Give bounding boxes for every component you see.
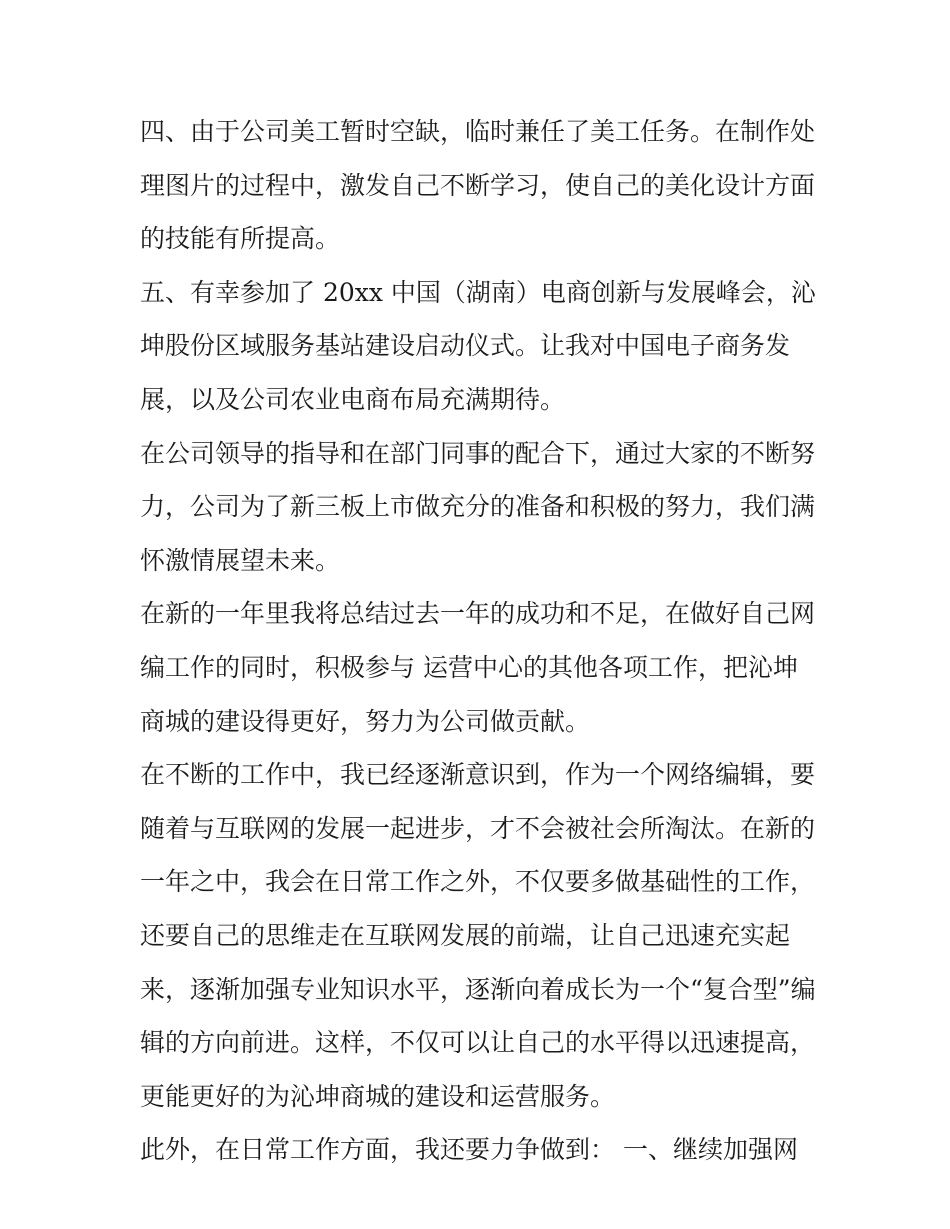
text-line: 还要自己的思维走在互联网发展的前端，让自己迅速充实起 [140,920,791,950]
text-line: 五、有幸参加了 20xx 中国（湖南）电商创新与发展峰会，沁 [140,277,816,307]
text-line: 的技能有所提高。 [140,224,341,254]
text-line: 商城的建设得更好，努力为公司做贡献。 [140,706,591,736]
text-line: 来，逐渐加强专业知识水平，逐渐向着成长为一个“复合型”编 [140,974,816,1004]
text-line: 四、由于公司美工暂时空缺，临时兼任了美工任务。在制作处 [140,117,816,146]
text-line: 力，公司为了新三板上市做充分的准备和积极的努力，我们满 [140,492,816,522]
text-line: 此外，在日常工作方面，我还要力争做到： 一、继续加强网 [140,1135,798,1165]
text-line: 怀激情展望未来。 [140,545,341,575]
text-line: 编工作的同时，积极参与 运营中心的其他各项工作，把沁坤 [140,652,798,682]
text-line: 辑的方向前进。这样，不仅可以让自己的水平得以迅速提高， [140,1028,816,1058]
text-line: 随着与互联网的发展一起进步，才不会被社会所淘汰。在新的 [140,813,816,843]
text-line: 理图片的过程中，激发自己不断学习，使自己的美化设计方面 [140,170,816,200]
text-line: 在不断的工作中，我已经逐渐意识到，作为一个网络编辑，要 [140,760,816,790]
text-line: 更能更好的为沁坤商城的建设和运营服务。 [140,1081,616,1111]
text-line: 展，以及公司农业电商布局充满期待。 [140,384,566,414]
document-body [140,105,820,1177]
text-line: 坤股份区域服务基站建设启动仪式。让我对中国电子商务发 [140,331,791,361]
text-line: 一年之中，我会在日常工作之外，不仅要多做基础性的工作， [140,867,816,897]
text-line: 在新的一年里我将总结过去一年的成功和不足，在做好自己网 [140,599,816,629]
text-line: 在公司领导的指导和在部门同事的配合下，通过大家的不断努 [140,438,816,468]
